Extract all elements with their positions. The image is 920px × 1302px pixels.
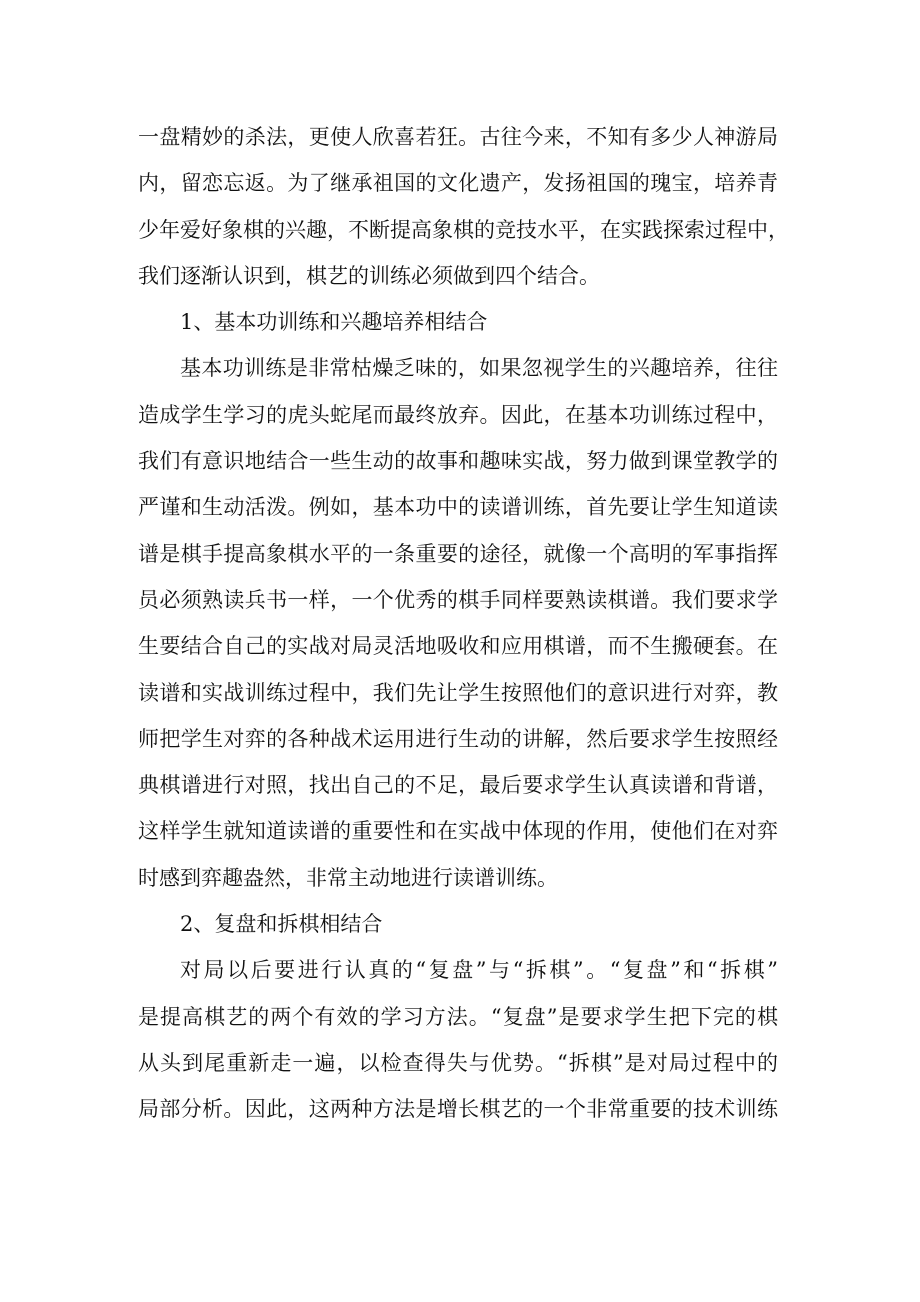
paragraph-line: 基本功训练是非常枯燥乏味的，如果忽视学生的兴趣培养，往往 [180,356,778,381]
paragraph-line: 造成学生学习的虎头蛇尾而最终放弃。因此，在基本功训练过程中， [138,402,778,427]
paragraph-line: 这样学生就知道读谱的重要性和在实战中体现的作用，使他们在对弈 [138,819,778,844]
paragraph-line: 员必须熟读兵书一样，一个优秀的棋手同样要熟读棋谱。我们要求学 [138,587,778,612]
paragraph-line: 时感到弈趣盎然，非常主动地进行读谱训练。 [138,865,558,890]
document-page [138,114,789,1133]
paragraph-line: 我们有意识地结合一些生动的故事和趣味实战，努力做到课堂教学的 [138,449,778,474]
paragraph-line: 是提高棋艺的两个有效的学习方法。“复盘”是要求学生把下完的棋 [138,1004,778,1029]
paragraph-line: 少年爱好象棋的兴趣，不断提高象棋的竞技水平，在实践探索过程中， [138,217,789,242]
paragraph-line: 严谨和生动活泼。例如，基本功中的读谱训练，首先要让学生知道读 [138,495,778,520]
section-heading: 1、基本功训练和兴趣培养相结合 [180,310,488,335]
paragraph-line: 生要结合自己的实战对局灵活地吸收和应用棋谱，而不生搬硬套。在 [138,634,778,659]
paragraph-line: 从头到尾重新走一遍，以检查得失与优势。“拆棋”是对局过程中的 [138,1050,778,1075]
section-heading: 2、复盘和拆棋相结合 [180,912,383,937]
paragraph-line: 典棋谱进行对照，找出自己的不足，最后要求学生认真读谱和背谱， [138,773,778,798]
paragraph-line: 谱是棋手提高象棋水平的一条重要的途径，就像一个高明的军事指挥 [138,541,778,566]
paragraph-line: 师把学生对弈的各种战术运用进行生动的讲解，然后要求学生按照经 [138,726,778,751]
paragraph-line: 局部分析。因此，这两种方法是增长棋艺的一个非常重要的技术训练 [138,1097,778,1122]
paragraph-line: 一盘精妙的杀法，更使人欣喜若狂。古往今来，不知有多少人神游局 [138,125,778,149]
paragraph-line: 内，留恋忘返。为了继承祖国的文化遗产，发扬祖国的瑰宝，培养青 [138,171,778,196]
paragraph-line: 我们逐渐认识到，棋艺的训练必须做到四个结合。 [138,263,600,288]
paragraph-line: 读谱和实战训练过程中，我们先让学生按照他们的意识进行对弈，教 [138,680,778,705]
paragraph-line: 对局以后要进行认真的“复盘”与“拆棋”。“复盘”和“拆棋” [180,958,778,983]
